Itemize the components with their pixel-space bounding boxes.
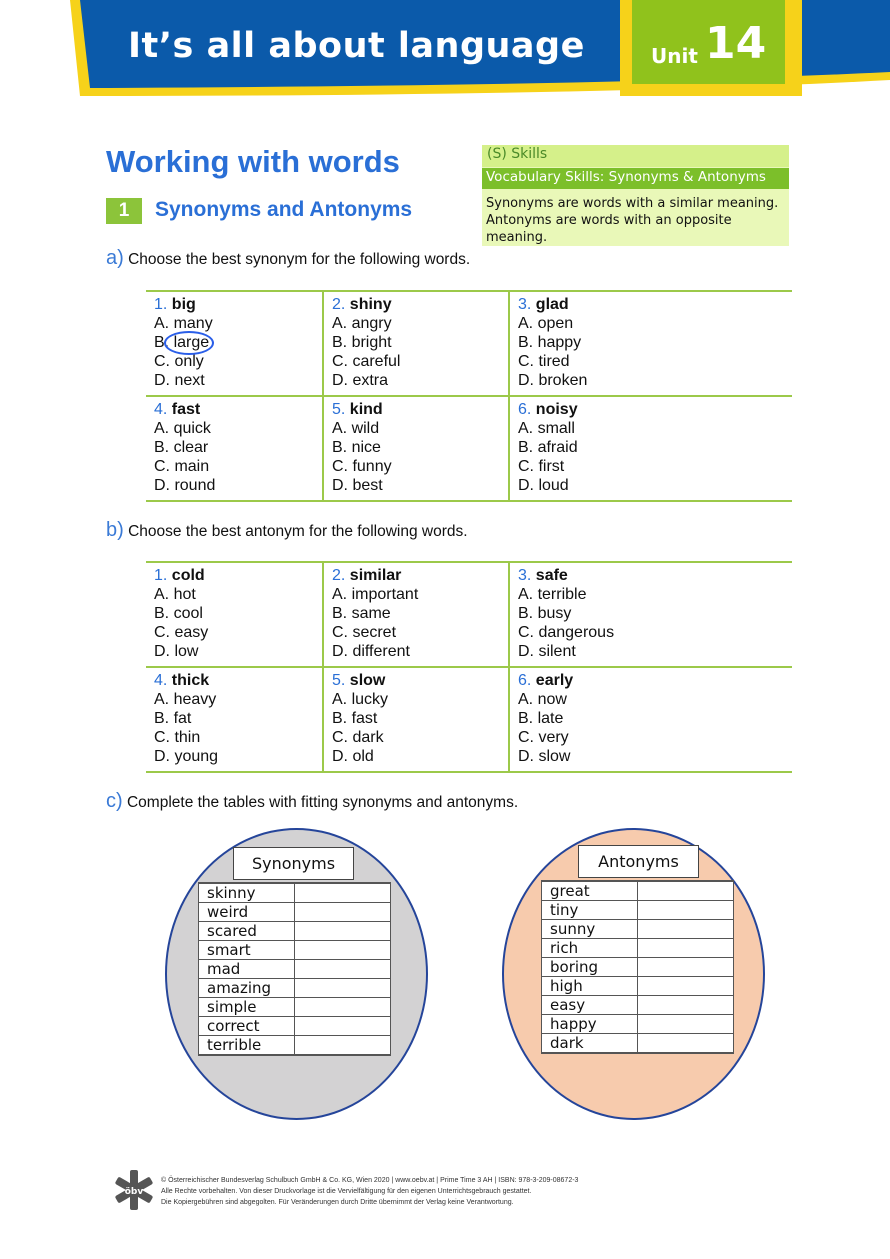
question-word: fast [171, 401, 201, 418]
instruction-text-b: Choose the best antonym for the following words. [128, 523, 468, 540]
answer-option[interactable]: C. only [154, 353, 204, 370]
question-word: cold [171, 567, 205, 584]
question-word: kind [349, 401, 383, 418]
unit-number: 14 [705, 18, 767, 69]
answer-option[interactable]: B. clear [154, 439, 209, 456]
exercise-letter-a: a) [106, 247, 124, 269]
given-word: skinny [207, 884, 256, 902]
word-row[interactable] [542, 882, 733, 901]
instruction-text-c: Complete the tables with fitting synonyms and antonyms. [126, 794, 519, 811]
given-word: weird [207, 903, 249, 921]
answer-option[interactable]: C. main [154, 458, 210, 475]
word-row[interactable] [199, 922, 390, 941]
given-word: mad [207, 960, 241, 978]
answer-option[interactable]: B. nice [332, 439, 381, 456]
answer-option[interactable]: B. fat [154, 710, 192, 727]
answer-option[interactable]: D. young [154, 748, 219, 765]
answer-option[interactable]: A. hot [154, 586, 196, 603]
word-row[interactable] [199, 903, 390, 922]
answer-option[interactable]: C. dark [332, 729, 384, 746]
answer-option[interactable]: B. same [332, 605, 391, 622]
question-cell [509, 562, 792, 667]
instruction-a [106, 247, 470, 270]
answer-option[interactable]: C. funny [332, 458, 392, 475]
question-word: noisy [535, 401, 578, 418]
answer-option[interactable]: A. open [518, 315, 574, 332]
answer-option[interactable]: D. extra [332, 372, 389, 389]
question-cell [146, 667, 323, 772]
publisher-logo-icon [115, 1170, 153, 1210]
given-word: great [550, 882, 590, 900]
answer-option[interactable]: B. late [518, 710, 564, 727]
answer-option[interactable]: C. tired [518, 353, 570, 370]
question-word: glad [535, 296, 569, 313]
answer-option[interactable]: A. lucky [332, 691, 389, 708]
given-word: correct [207, 1017, 260, 1035]
given-word: terrible [207, 1036, 262, 1054]
question-word: thick [171, 672, 210, 689]
question-number: 4. [154, 401, 168, 418]
question-number: 2. [332, 296, 346, 313]
word-row[interactable] [199, 941, 390, 960]
question-word: safe [535, 567, 568, 584]
question-number: 4. [154, 672, 168, 689]
question-number: 6. [518, 401, 532, 418]
synonyms-label: Synonyms [233, 847, 354, 880]
answer-option[interactable]: D. next [154, 372, 205, 389]
question-number: 5. [332, 401, 346, 418]
question-cell [509, 667, 792, 772]
question-number: 6. [518, 672, 532, 689]
instruction-c [106, 790, 518, 813]
answer-option[interactable]: C. careful [332, 353, 401, 370]
answer-option[interactable]: A. heavy [154, 691, 217, 708]
copyright-notice [161, 1175, 578, 1208]
given-word: rich [550, 939, 579, 957]
answer-option[interactable]: A. now [518, 691, 567, 708]
section-number-badge: 1 [106, 198, 142, 224]
answer-option[interactable]: B. fast [332, 710, 378, 727]
answer-option[interactable]: B. cool [154, 605, 203, 622]
answer-option[interactable]: D. low [154, 643, 199, 660]
answer-option[interactable]: A. terrible [518, 586, 587, 603]
answer-option[interactable]: C. thin [154, 729, 201, 746]
answer-option[interactable]: D. silent [518, 643, 576, 660]
exercise-letter-c: c) [106, 790, 123, 812]
answer-option[interactable]: A. wild [332, 420, 380, 437]
given-word: scared [207, 922, 257, 940]
word-row[interactable] [542, 996, 733, 1015]
answer-option[interactable]: A. angry [332, 315, 392, 332]
skills-heading: (S) Skills [482, 145, 789, 167]
question-word: early [535, 672, 574, 689]
given-word: dark [550, 1034, 584, 1052]
answer-option[interactable]: C. secret [332, 624, 397, 641]
antonyms-word-table [541, 880, 734, 1054]
question-cell [323, 291, 509, 396]
question-number: 1. [154, 567, 168, 584]
question-cell [323, 562, 509, 667]
given-word: amazing [207, 979, 272, 997]
given-word: high [550, 977, 583, 995]
word-row[interactable] [542, 901, 733, 920]
rights-line: Alle Rechte vorbehalten. Von dieser Druckvorlage ist die Vervielfältigung für den eigenen Unterrichtsgebrauch gestattet. [161, 1188, 532, 1195]
question-cell [323, 396, 509, 501]
answer-option[interactable]: D. slow [518, 748, 571, 765]
skills-subheading: Vocabulary Skills: Synonyms & Antonyms [482, 168, 789, 189]
antonym-table [146, 561, 792, 773]
skills-box [482, 145, 789, 246]
given-word: simple [207, 998, 257, 1016]
liability-line: Die Kopiergebühren sind abgegolten. Für Veränderungen durch Dritte übernimmt der Verlag keine Verantwortung. [161, 1199, 514, 1206]
question-cell [146, 396, 323, 501]
given-word: happy [550, 1015, 597, 1033]
given-word: sunny [550, 920, 596, 938]
answer-option[interactable]: D. round [154, 477, 216, 494]
given-word: boring [550, 958, 599, 976]
word-row[interactable] [199, 884, 390, 903]
given-word: smart [207, 941, 251, 959]
section-title: Synonyms and Antonyms [155, 198, 413, 221]
question-word: similar [349, 567, 402, 584]
page-title: Working with words [106, 144, 400, 179]
svg-text:öbv: öbv [124, 1187, 144, 1197]
question-number: 3. [518, 567, 532, 584]
word-row[interactable] [199, 1017, 390, 1036]
answer-option[interactable]: D. different [332, 643, 410, 660]
answer-option[interactable]: D. broken [518, 372, 588, 389]
answer-option[interactable]: A. quick [154, 420, 211, 437]
answer-option[interactable]: A. important [332, 586, 419, 603]
question-word: shiny [349, 296, 392, 313]
copyright-line: © Österreichischer Bundesverlag Schulbuch GmbH & Co. KG, Wien 2020 | www.oebv.at | Prime Time 3 AH | ISBN: 978-3-209-08672-3 [161, 1177, 579, 1184]
question-word: big [171, 296, 196, 313]
word-row[interactable] [542, 977, 733, 996]
word-row[interactable] [199, 979, 390, 998]
answer-option[interactable]: D. loud [518, 477, 569, 494]
instruction-text-a: Choose the best synonym for the following words. [128, 251, 471, 268]
synonym-table [146, 290, 792, 502]
word-row[interactable] [199, 960, 390, 979]
answer-option[interactable]: A. small [518, 420, 575, 437]
answer-option[interactable]: C. easy [154, 624, 209, 641]
word-row[interactable] [542, 1015, 733, 1034]
answer-option[interactable]: B. happy [518, 334, 582, 351]
answer-option[interactable]: C. first [518, 458, 565, 475]
given-word: tiny [550, 901, 579, 919]
word-row[interactable] [199, 1036, 390, 1055]
word-row[interactable] [199, 998, 390, 1017]
given-word: easy [550, 996, 586, 1014]
answer-circle-mark [164, 331, 214, 355]
answer-option[interactable]: C. dangerous [518, 624, 615, 641]
skills-description: Synonyms are words with a similar meaning. Antonyms are words with an opposite meaning. [486, 196, 779, 245]
instruction-b [106, 519, 468, 542]
word-row[interactable] [542, 1034, 733, 1053]
word-row[interactable] [542, 958, 733, 977]
synonyms-word-table [198, 882, 391, 1056]
antonyms-label: Antonyms [578, 845, 699, 878]
question-cell [509, 291, 792, 396]
answer-option[interactable]: B. bright [332, 334, 392, 351]
answer-option[interactable]: B. busy [518, 605, 572, 622]
answer-option[interactable]: D. best [332, 477, 383, 494]
word-row[interactable] [542, 920, 733, 939]
word-row[interactable] [542, 939, 733, 958]
answer-option[interactable]: C. very [518, 729, 569, 746]
question-number: 5. [332, 672, 346, 689]
unit-label: Unit [651, 44, 698, 68]
exercise-letter-b: b) [106, 519, 124, 541]
question-number: 1. [154, 296, 168, 313]
question-number: 2. [332, 567, 346, 584]
unit-title: It’s all about language [128, 26, 585, 66]
answer-option[interactable]: A. many [154, 315, 213, 332]
question-cell [509, 396, 792, 501]
question-cell [146, 562, 323, 667]
answer-option[interactable]: D. old [332, 748, 374, 765]
question-number: 3. [518, 296, 532, 313]
answer-option[interactable]: B. afraid [518, 439, 578, 456]
question-cell [323, 667, 509, 772]
answer-option[interactable]: B. large [154, 334, 210, 351]
question-word: slow [349, 672, 386, 689]
